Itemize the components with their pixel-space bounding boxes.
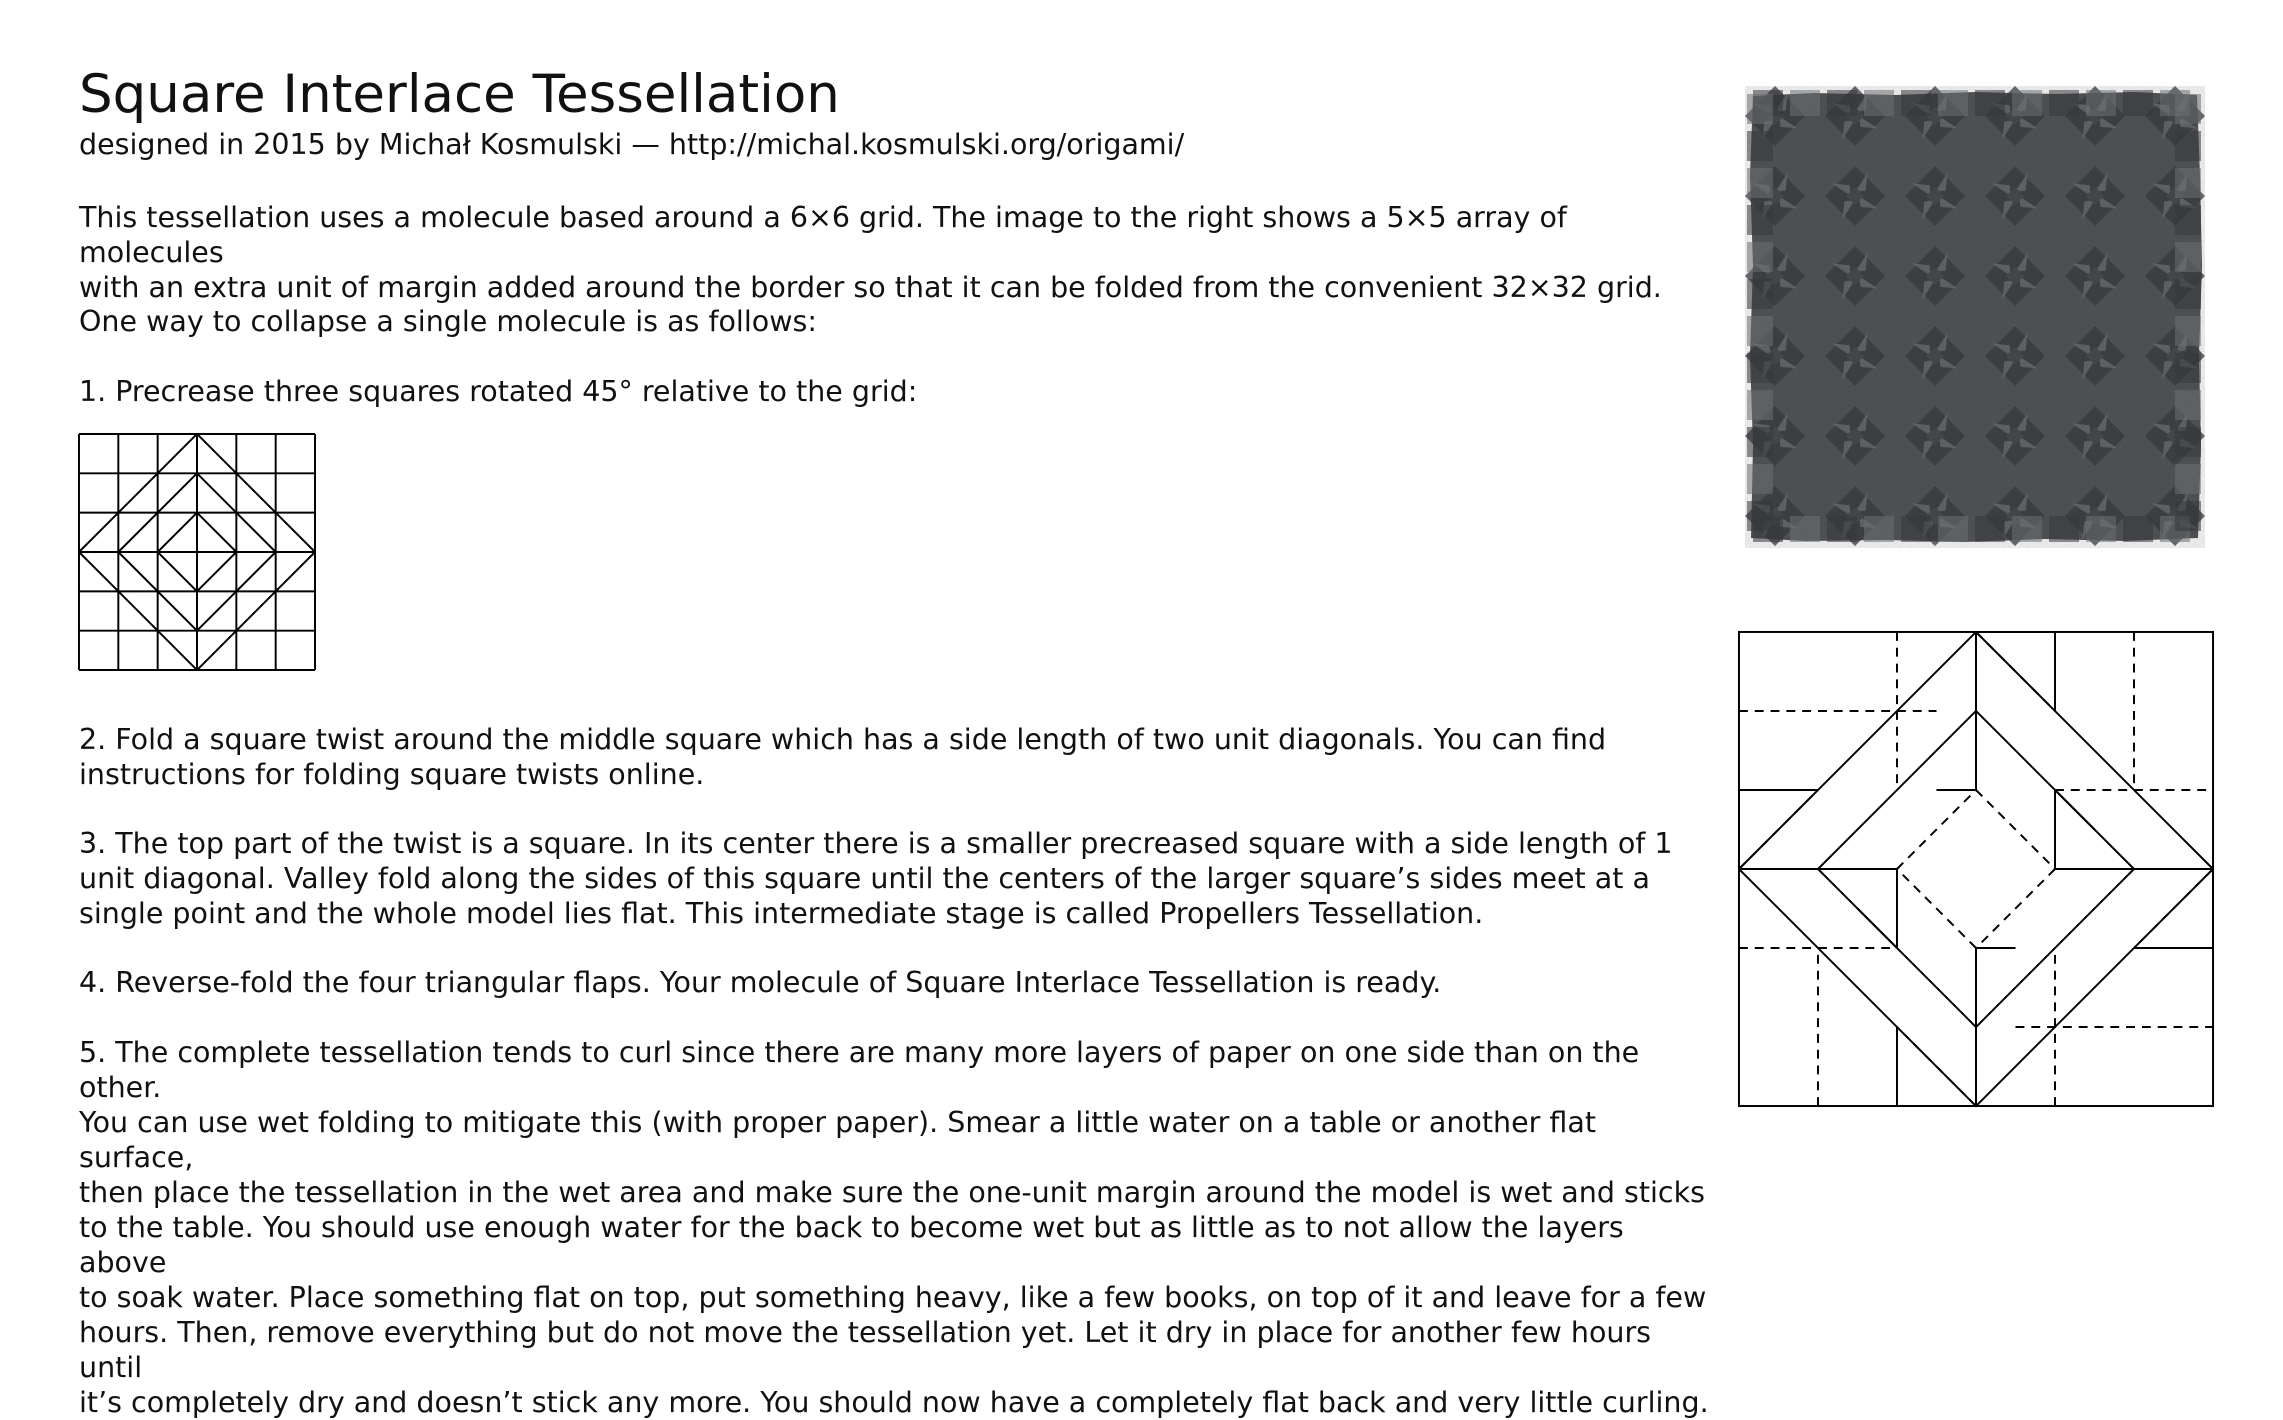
step-3-paragraph: 3. The top part of the twist is a square. In its center there is a smaller precreased square with a side length of 1 unit diagonal. Valley fold along the sides of this square until the centers of the larger square’s sides meet at a single point and the whole model lies flat. This intermediate stage is called Propellers Tessellation. <box>79 827 1673 930</box>
tessellation-photo <box>1745 86 2205 548</box>
step-4-paragraph: 4. Reverse-fold the four triangular flaps. Your molecule of Square Interlace Tessellation is ready. <box>79 966 1442 999</box>
step-5-paragraph: 5. The complete tessellation tends to curl since there are many more layers of paper on one side than on the other. You can use wet folding to mitigate this (with proper paper). Smear a little water on a table or another flat surface, then place the tessellation in the wet area and make sure the one-unit margin around the model is wet and sticks to the table. You should use enough water for the back to become wet but as little as to not allow the layers above to soak water. Place something flat on top, put something heavy, like a few books, on top of it and leave for a few hours. Then, remove everything but do not move the tessellation yet. Let it dry in place for another few hours until it’s completely dry and doesn’t stick any more. You should now have a completely flat back and very little curling. <box>79 1036 1709 1419</box>
subtitle: designed in 2015 by Michał Kosmulski — http://michal.kosmulski.org/origami/ <box>79 128 1185 161</box>
precrease-grid-diagram <box>78 433 316 671</box>
step-1-paragraph: 1. Precrease three squares rotated 45° relative to the grid: <box>79 375 918 408</box>
collapse-paragraph: One way to collapse a single molecule is as follows: <box>79 305 817 338</box>
step-2-paragraph: 2. Fold a square twist around the middle square which has a side length of two unit diagonals. You can find instructions for folding square twists online. <box>79 723 1607 791</box>
crease-pattern-diagram <box>1737 630 2215 1108</box>
intro-paragraph: This tessellation uses a molecule based around a 6×6 grid. The image to the right shows a 5×5 array of molecules with an extra unit of margin added around the border so that it can be folded from the convenient 32×32 grid. <box>79 201 1662 304</box>
page-title: Square Interlace Tessellation <box>79 64 840 125</box>
